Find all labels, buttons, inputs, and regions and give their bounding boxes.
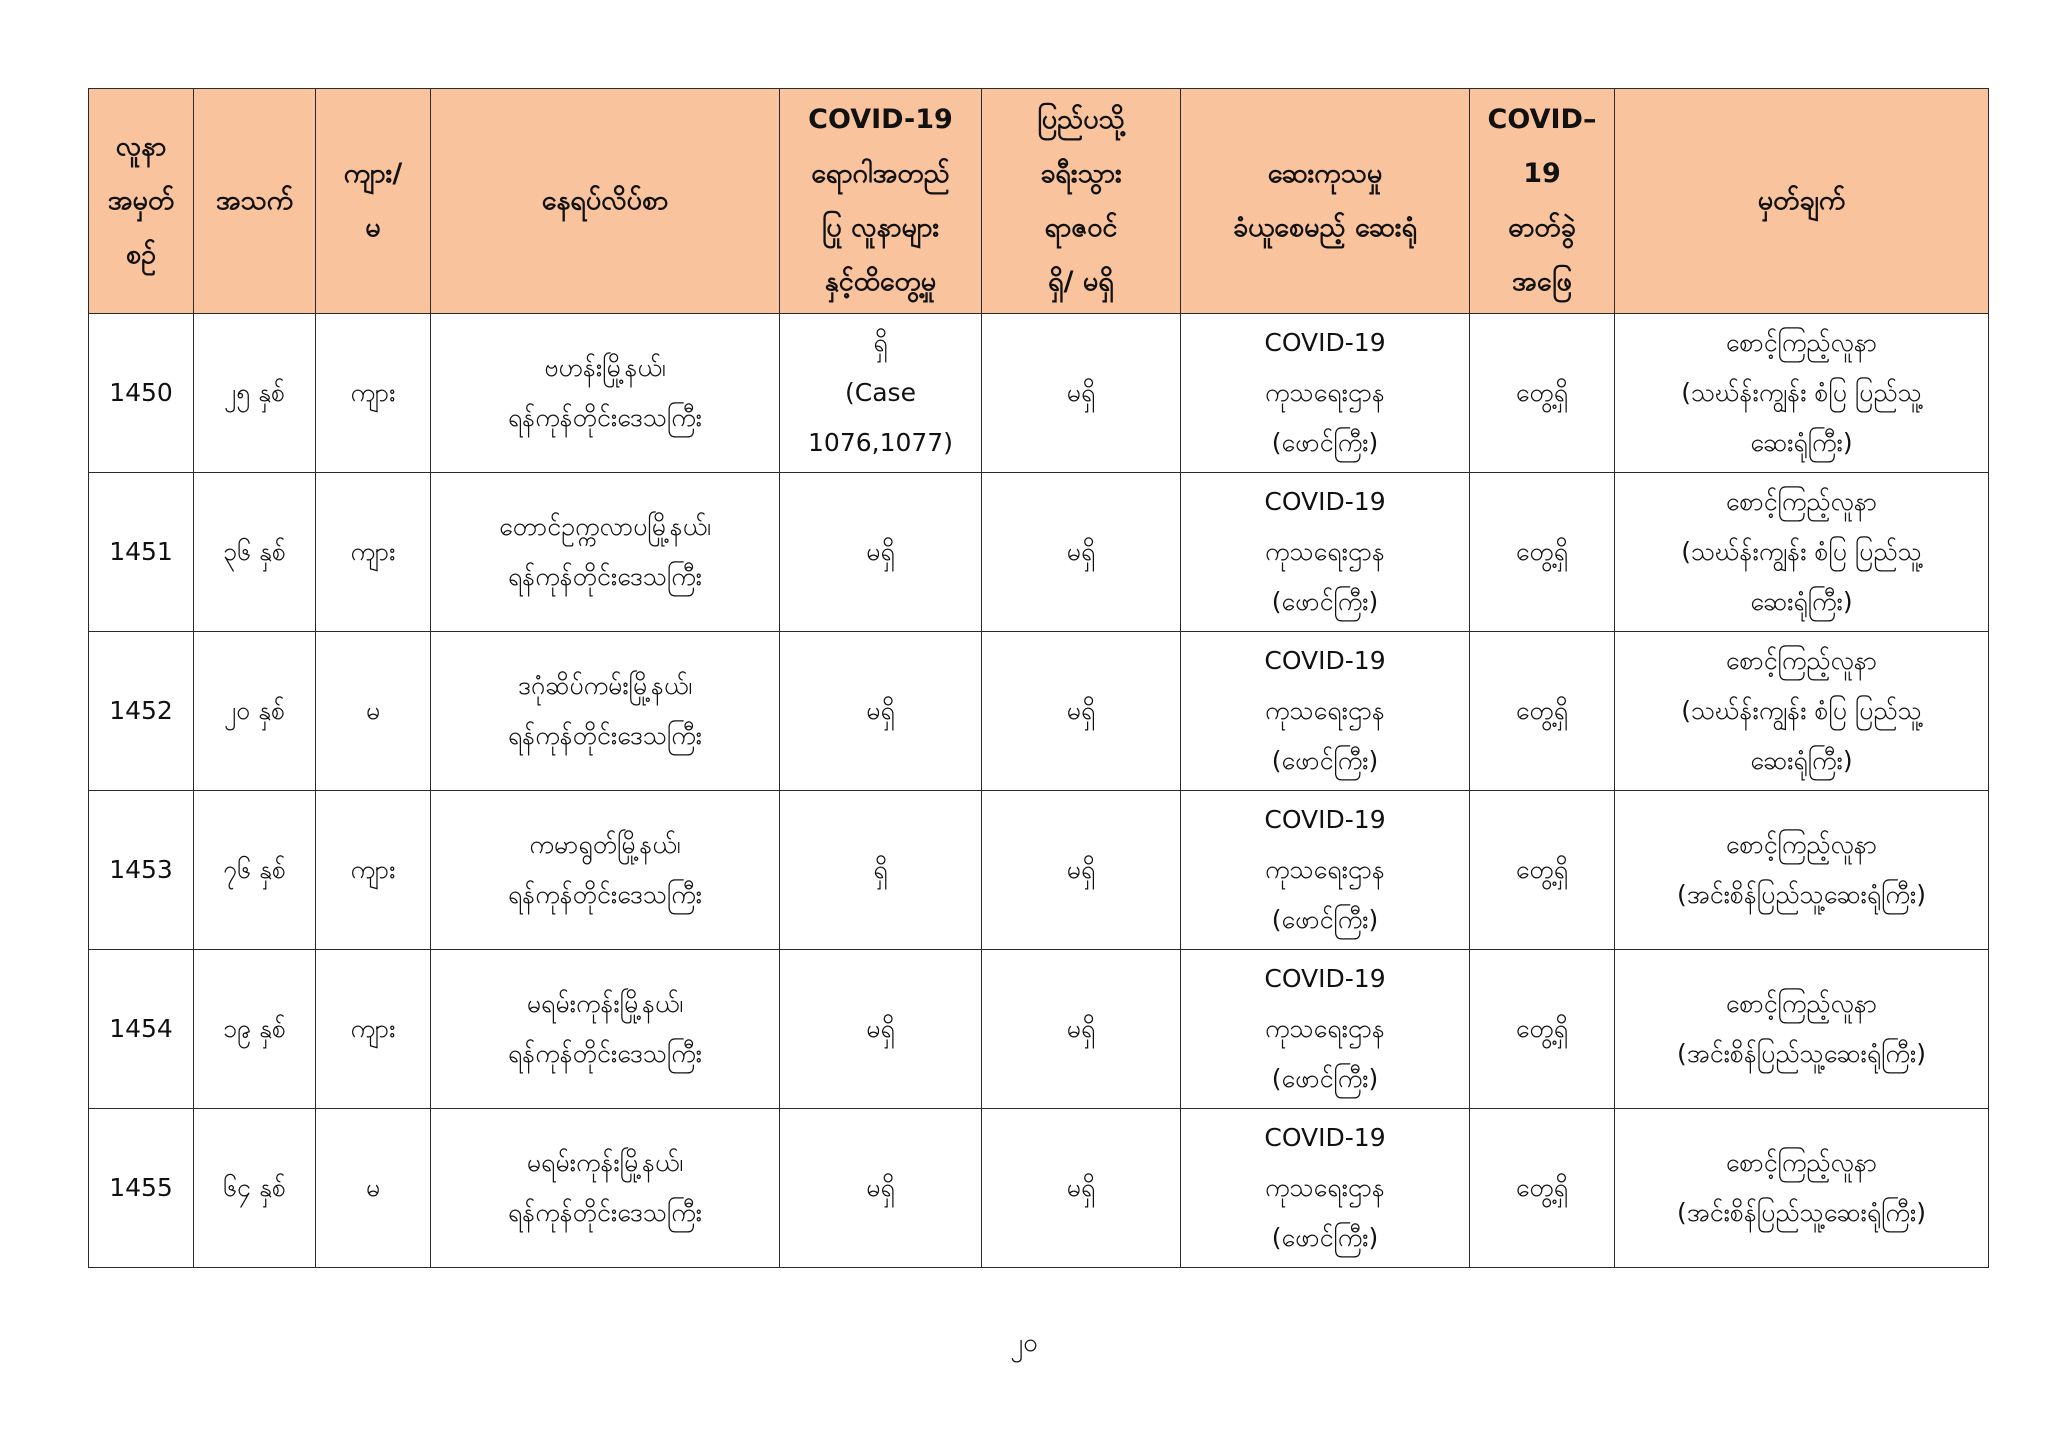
cell-text-line: ကျား [350, 1014, 396, 1043]
cell-text-line: ရှိ [873, 328, 888, 357]
cell-text-line: ကုသရေးဌာန [1265, 1014, 1385, 1043]
cell-contact-history [780, 1109, 982, 1268]
cell-text-line: တွေ့ရှိ [1515, 696, 1569, 725]
cell-text-line: COVID-19 [808, 104, 953, 135]
cell-sex [316, 314, 431, 473]
cell-text-line: ရန်ကုန်တိုင်းဒေသကြီး [507, 1198, 703, 1227]
cell-travel-history [982, 473, 1181, 632]
cell-text-line: ကုသရေးဌာန [1265, 696, 1385, 725]
cell-lab-result [1470, 950, 1615, 1109]
patient-cases-table [88, 88, 1989, 1268]
cell-case-number [89, 473, 194, 632]
cell-address [431, 632, 780, 791]
cell-treatment-hospital [1181, 314, 1470, 473]
header-remarks [1615, 89, 1989, 314]
cell-text-line: ၁၉ နှစ် [222, 1014, 287, 1043]
cell-contact-history [780, 473, 982, 632]
cell-sex [316, 791, 431, 950]
cell-lab-result [1470, 1109, 1615, 1268]
cell-text-line: ဆေးကုသမှု [1267, 158, 1383, 189]
cell-text-line: (ဖောင်ကြီး) [1271, 746, 1379, 775]
cell-text-line: မ [365, 212, 381, 243]
cell-travel-history [982, 632, 1181, 791]
cell-text-line: ရန်ကုန်တိုင်းဒေသကြီး [507, 880, 703, 909]
cell-text-line: 1076,1077) [808, 428, 953, 457]
cell-text-line: မရှိ [1066, 537, 1096, 566]
cell-text-line: တွေ့ရှိ [1515, 537, 1569, 566]
cell-text-line: ရာဇဝင် [1044, 212, 1118, 243]
cell-text-line: နှင့်ထိတွေ့မှု [824, 266, 937, 297]
cell-text-line: (ဖောင်ကြီး) [1271, 1223, 1379, 1252]
cell-text-line: မရှိ [866, 696, 895, 725]
cell-text-line: 1455 [109, 1173, 173, 1202]
cell-text-line: မ [365, 696, 381, 725]
cell-text-line: တောင်ဥက္ကလာပမြို့နယ်၊ [499, 512, 711, 541]
header-sex [316, 89, 431, 314]
cell-treatment-hospital [1181, 950, 1470, 1109]
cell-sex [316, 473, 431, 632]
cell-text-line: (အင်းစိန်ပြည်သူ့ဆေးရုံကြီး) [1677, 1039, 1926, 1068]
cell-text-line: မ [365, 1173, 381, 1202]
cell-text-line: COVID-19 [1264, 1123, 1386, 1152]
cell-text-line: (ဖောင်ကြီး) [1271, 587, 1379, 616]
cell-text-line: ရောဂါအတည် [811, 158, 950, 189]
cell-text-line: ပြည်ပသို့ [1037, 104, 1125, 135]
cell-text-line: မရမ်းကုန်းမြို့နယ်၊ [526, 989, 684, 1018]
cell-text-line: အသက် [215, 185, 294, 216]
cell-text-line: ကုသရေးဌာန [1265, 855, 1385, 884]
cell-text-line: ကုသရေးဌာန [1265, 1173, 1385, 1202]
cell-text-line: ကျား [350, 378, 396, 407]
table-row [89, 632, 1989, 791]
cell-age [194, 632, 316, 791]
cell-text-line: ကျား [350, 855, 396, 884]
header-case-number [89, 89, 194, 314]
cell-text-line: 1454 [109, 1014, 173, 1043]
cell-text-line: တွေ့ရှိ [1515, 1173, 1569, 1202]
cell-case-number [89, 950, 194, 1109]
cell-text-line: 1452 [109, 696, 173, 725]
cell-text-line: စောင့်ကြည့်လူနာ [1725, 989, 1878, 1018]
cell-travel-history [982, 950, 1181, 1109]
cell-age [194, 950, 316, 1109]
cell-text-line: အဖြေ [1512, 266, 1572, 297]
cell-travel-history [982, 314, 1181, 473]
cell-text-line: မရှိ [1066, 378, 1096, 407]
cell-treatment-hospital [1181, 632, 1470, 791]
cell-lab-result [1470, 473, 1615, 632]
cell-address [431, 791, 780, 950]
cell-text-line: (အင်းစိန်ပြည်သူ့ဆေးရုံကြီး) [1677, 1198, 1926, 1227]
cell-text-line: 19 [1523, 158, 1561, 189]
header-address [431, 89, 780, 314]
cell-text-line: တွေ့ရှိ [1515, 855, 1569, 884]
cell-sex [316, 632, 431, 791]
cell-text-line: (အင်းစိန်ပြည်သူ့ဆေးရုံကြီး) [1677, 880, 1926, 909]
cell-text-line: COVID-19 [1264, 487, 1386, 516]
cell-remarks [1615, 1109, 1989, 1268]
cell-age [194, 314, 316, 473]
cell-text-line: မှတ်ချက် [1757, 185, 1846, 216]
cell-sex [316, 1109, 431, 1268]
cell-text-line: (သဃ်န်းကျွန်း စံပြ ပြည်သူ့ [1681, 378, 1922, 407]
cell-text-line: COVID-19 [1264, 646, 1386, 675]
cell-text-line: COVID– [1487, 104, 1597, 135]
cell-case-number [89, 314, 194, 473]
cell-address [431, 950, 780, 1109]
header-age [194, 89, 316, 314]
cell-contact-history [780, 791, 982, 950]
cell-text-line: မရှိ [1066, 855, 1096, 884]
cell-lab-result [1470, 791, 1615, 950]
cell-text-line: အမှတ် [107, 185, 175, 216]
cell-sex [316, 950, 431, 1109]
cell-text-line: (သဃ်န်းကျွန်း စံပြ ပြည်သူ့ [1681, 537, 1922, 566]
cell-text-line: မရှိ [866, 1014, 895, 1043]
cell-age [194, 791, 316, 950]
cell-text-line: ဆေးရုံကြီး) [1750, 746, 1853, 775]
page-number: ၂၀ [1010, 1328, 1038, 1358]
cell-text-line: ၆၄ နှစ် [222, 1173, 287, 1202]
table-row [89, 950, 1989, 1109]
cell-text-line: မရှိ [1066, 1014, 1096, 1043]
cell-text-line: လူနာ [115, 131, 167, 162]
cell-text-line: ကုသရေးဌာန [1265, 537, 1385, 566]
cell-text-line: တွေ့ရှိ [1515, 1014, 1569, 1043]
cell-remarks [1615, 950, 1989, 1109]
cell-text-line: စောင့်ကြည့်လူနာ [1725, 487, 1878, 516]
cell-text-line: COVID-19 [1264, 964, 1386, 993]
cell-case-number [89, 1109, 194, 1268]
cell-treatment-hospital [1181, 791, 1470, 950]
cell-text-line: စောင့်ကြည့်လူနာ [1725, 1148, 1878, 1177]
cell-text-line: ၃၆ နှစ် [222, 537, 287, 566]
cell-contact-history [780, 314, 982, 473]
cell-text-line: ဆေးရုံကြီး) [1750, 428, 1853, 457]
cell-remarks [1615, 791, 1989, 950]
cell-text-line: (Case [845, 378, 916, 407]
cell-text-line: ဆေးရုံကြီး) [1750, 587, 1853, 616]
cell-lab-result [1470, 314, 1615, 473]
cell-age [194, 473, 316, 632]
cell-text-line: မရှိ [1066, 1173, 1096, 1202]
cell-travel-history [982, 791, 1181, 950]
cell-text-line: ၇၆ နှစ် [222, 855, 287, 884]
cell-travel-history [982, 1109, 1181, 1268]
cell-text-line: ရန်ကုန်တိုင်းဒေသကြီး [507, 403, 703, 432]
header-travel-history [982, 89, 1181, 314]
table-header-row [89, 89, 1989, 314]
cell-text-line: ဓာတ်ခွဲ [1508, 212, 1576, 243]
cell-lab-result [1470, 632, 1615, 791]
cell-text-line: ရှိ [873, 855, 888, 884]
header-lab-result [1470, 89, 1615, 314]
cell-text-line: 1451 [109, 537, 173, 566]
cell-text-line: ၂၀ နှစ် [223, 696, 286, 725]
table-body [89, 314, 1989, 1268]
cell-treatment-hospital [1181, 1109, 1470, 1268]
cell-text-line: စောင့်ကြည့်လူနာ [1725, 646, 1878, 675]
cell-text-line: ကျား/ [343, 158, 403, 189]
cell-text-line: COVID-19 [1264, 805, 1386, 834]
cell-text-line: ရန်ကုန်တိုင်းဒေသကြီး [507, 562, 703, 591]
cell-contact-history [780, 950, 982, 1109]
cell-age [194, 1109, 316, 1268]
cell-text-line: ရန်ကုန်တိုင်းဒေသကြီး [507, 721, 703, 750]
cell-text-line: (သဃ်န်းကျွန်း စံပြ ပြည်သူ့ [1681, 696, 1922, 725]
cell-text-line: COVID-19 [1264, 328, 1386, 357]
cell-text-line: ကုသရေးဌာန [1265, 378, 1385, 407]
cell-text-line: မရှိ [866, 1173, 895, 1202]
cell-text-line: ၂၅ နှစ် [223, 378, 286, 407]
table-row [89, 314, 1989, 473]
cell-text-line: ခရီးသွား [1040, 158, 1122, 189]
cell-remarks [1615, 314, 1989, 473]
cell-treatment-hospital [1181, 473, 1470, 632]
cell-remarks [1615, 632, 1989, 791]
header-treatment-hospital [1181, 89, 1470, 314]
cell-text-line: ရှိ/ မရှိ [1048, 266, 1114, 297]
cell-address [431, 473, 780, 632]
cell-text-line: မရှိ [866, 537, 895, 566]
cell-text-line: တွေ့ရှိ [1515, 378, 1569, 407]
cell-text-line: 1450 [109, 378, 173, 407]
cell-text-line: (ဖောင်ကြီး) [1271, 905, 1379, 934]
cell-remarks [1615, 473, 1989, 632]
cell-text-line: ပြု လူနာများ [821, 212, 940, 243]
cell-text-line: နေရပ်လိပ်စာ [541, 185, 669, 216]
cell-text-line: မရမ်းကုန်းမြို့နယ်၊ [526, 1148, 684, 1177]
cell-text-line: ဗဟန်းမြို့နယ်၊ [544, 353, 666, 382]
cell-text-line: ကျား [350, 537, 396, 566]
cell-text-line: စဉ် [125, 239, 157, 270]
cell-text-line: စောင့်ကြည့်လူနာ [1725, 328, 1878, 357]
header-contact-history [780, 89, 982, 314]
cell-text-line: ရန်ကုန်တိုင်းဒေသကြီး [507, 1039, 703, 1068]
cell-text-line: (ဖောင်ကြီး) [1271, 1064, 1379, 1093]
cell-text-line: 1453 [109, 855, 173, 884]
cell-text-line: ကမာရွတ်မြို့နယ်၊ [529, 830, 681, 859]
table-row [89, 791, 1989, 950]
cell-address [431, 1109, 780, 1268]
table-row [89, 1109, 1989, 1268]
cell-case-number [89, 791, 194, 950]
cell-address [431, 314, 780, 473]
cell-text-line: စောင့်ကြည့်လူနာ [1725, 830, 1878, 859]
cell-text-line: (ဖောင်ကြီး) [1271, 428, 1379, 457]
cell-contact-history [780, 632, 982, 791]
cell-case-number [89, 632, 194, 791]
cell-text-line: ဒဂုံဆိပ်ကမ်းမြို့နယ်၊ [517, 671, 693, 700]
cell-text-line: မရှိ [1066, 696, 1096, 725]
table-row [89, 473, 1989, 632]
cell-text-line: ခံယူစေမည့် ဆေးရုံ [1232, 212, 1418, 243]
